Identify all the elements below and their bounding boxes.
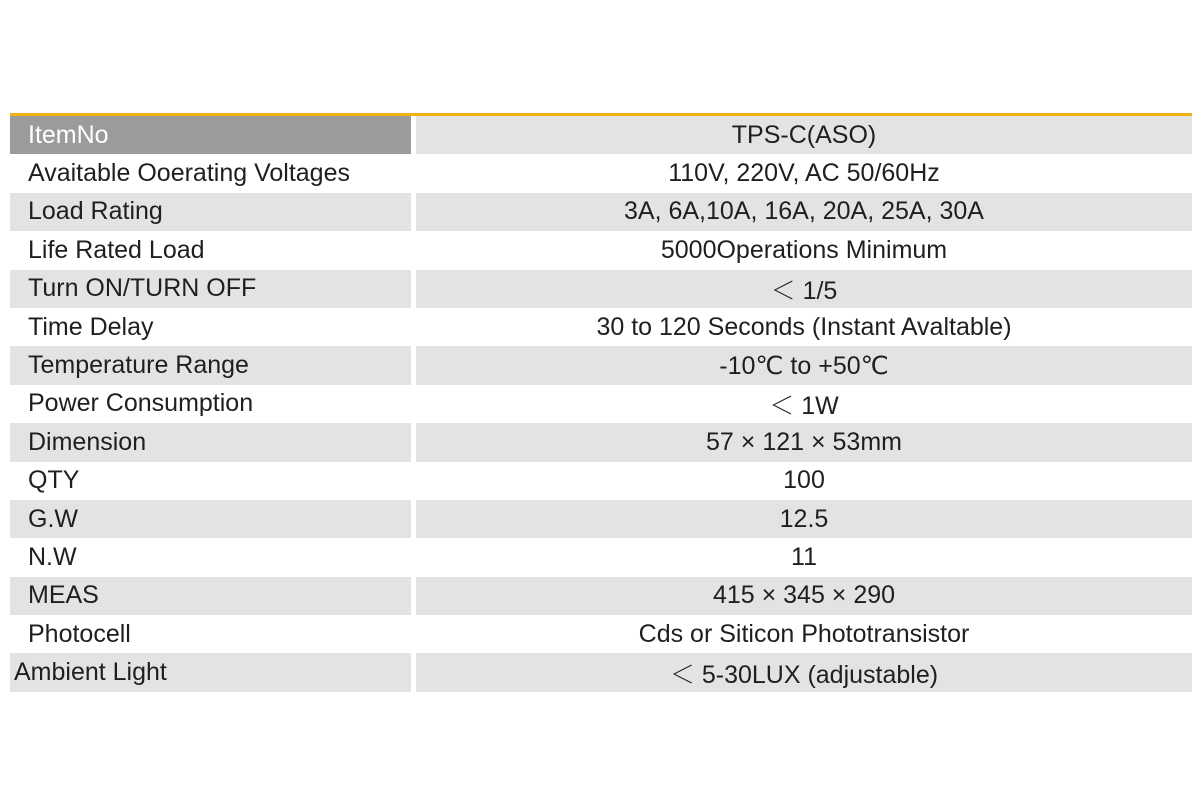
row-value: 3A, 6A,10A, 16A, 20A, 25A, 30A bbox=[624, 197, 984, 226]
table-row bbox=[10, 653, 1192, 691]
table-row bbox=[10, 500, 1192, 538]
row-value: 57 × 121 × 53mm bbox=[706, 427, 902, 456]
header-label: ItemNo bbox=[10, 116, 411, 154]
row-value: 30 to 120 Seconds (Instant Avaltable) bbox=[596, 312, 1012, 341]
table-row bbox=[10, 538, 1192, 576]
row-label: Power Consumption bbox=[28, 389, 254, 418]
row-label: G.W bbox=[28, 504, 78, 533]
header-value: TPS-C(ASO) bbox=[731, 120, 877, 149]
spec-table bbox=[10, 113, 1192, 692]
row-value: 100 bbox=[783, 466, 825, 495]
table-row bbox=[10, 270, 1192, 308]
table-row bbox=[10, 308, 1192, 346]
row-value: 415 × 345 × 290 bbox=[712, 581, 896, 610]
row-label: Time Delay bbox=[28, 312, 154, 341]
row-value: ＜ 5-30LUX (adjustable) bbox=[669, 660, 939, 689]
row-label: Dimension bbox=[28, 427, 147, 456]
row-label: Photocell bbox=[28, 619, 131, 648]
table-row bbox=[10, 385, 1192, 423]
row-value: 11 bbox=[791, 542, 817, 571]
row-label: Load Rating bbox=[28, 197, 163, 226]
table-row bbox=[10, 193, 1192, 231]
table-row bbox=[10, 577, 1192, 615]
table-row bbox=[10, 231, 1192, 269]
table-row bbox=[10, 346, 1192, 384]
row-label: Ambient Light bbox=[14, 658, 167, 687]
row-label: QTY bbox=[28, 466, 80, 495]
table-row bbox=[10, 154, 1192, 192]
row-label: Temperature Range bbox=[28, 351, 249, 380]
row-value: ＜ 1/5 bbox=[770, 276, 838, 305]
row-value: Cds or Siticon Phototransistor bbox=[638, 619, 970, 648]
table-row bbox=[10, 615, 1192, 653]
row-label: Life Rated Load bbox=[28, 235, 205, 264]
row-value: 110V, 220V, AC 50/60Hz bbox=[668, 159, 940, 188]
row-label: MEAS bbox=[28, 581, 99, 610]
row-value: ＜ 1W bbox=[769, 391, 839, 420]
row-label: Avaitable Ooerating Voltages bbox=[28, 159, 350, 188]
row-value: -10℃ to +50℃ bbox=[719, 351, 889, 380]
table-header-row bbox=[10, 116, 1192, 154]
table-row bbox=[10, 423, 1192, 461]
table-row bbox=[10, 462, 1192, 500]
row-value: 5000Operations Minimum bbox=[660, 235, 948, 264]
row-label: N.W bbox=[28, 542, 77, 571]
row-value: 12.5 bbox=[779, 504, 829, 533]
row-label: Turn ON/TURN OFF bbox=[28, 274, 257, 303]
